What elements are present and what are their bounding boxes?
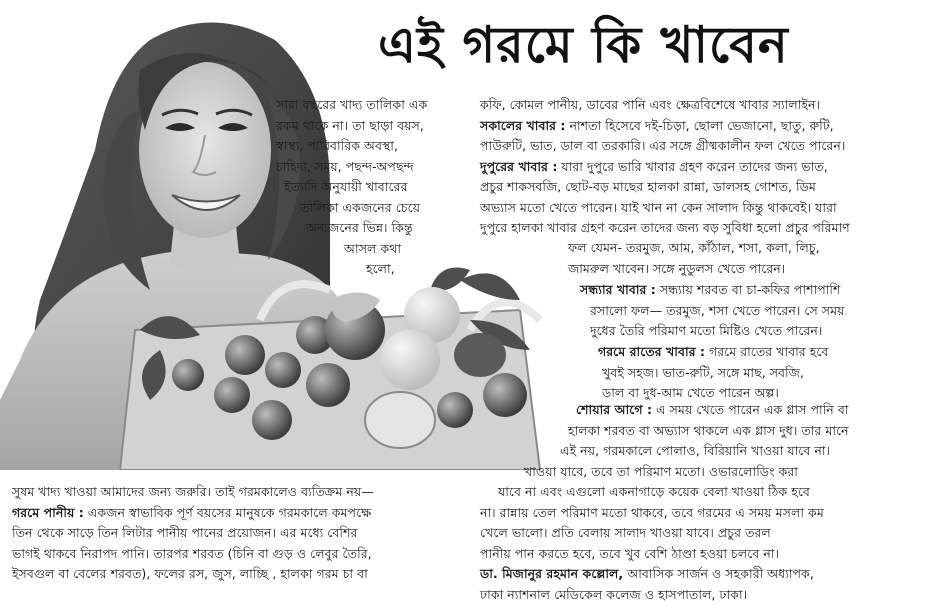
- body-text: যাবে না এবং এগুলো একনাগাড়ে কয়েক বেলা খাওয়া ঠিক হবে: [498, 484, 810, 499]
- text-line: [12, 482, 474, 503]
- text-line: [480, 157, 920, 178]
- body-text: ঢাকা ন্যাশনাল মেডিকেল কলেজ ও হাসপাতাল, ঢাকা।: [480, 587, 747, 602]
- intro-line: রকম থাকে না। তা ছাড়া বয়স,: [262, 116, 472, 137]
- text-line: [480, 421, 920, 442]
- bedtime-paragraph: [480, 400, 920, 605]
- body-text: গরমে রাতের খাবার হবে: [705, 344, 828, 359]
- body-text: তিন থেকে সাড়ে তিন লিটার পানীয় পানের প্রয়োজন। এর মধ্যে বেশির: [12, 525, 357, 540]
- text-line: [580, 321, 920, 342]
- intro-paragraph: [262, 95, 472, 280]
- text-line: [480, 218, 920, 239]
- body-text: রসালো ফল— তরমুজ, শসা খেতে পারেন। সে সময়: [590, 303, 845, 318]
- body-text: হালকা শরবত বা অভ্যাস থাকলে এক গ্লাস দুধ। তার মানে: [568, 423, 849, 438]
- intro-line: হলো,: [262, 259, 472, 280]
- article-headline: এই গরমে কি খাবেন: [378, 8, 918, 82]
- text-line: [480, 116, 920, 137]
- body-text: ইসবগুল বা বেলের শরবত), ফলের রস, জুস, লাচ্ছি , হালকা গরম চা বা: [12, 566, 368, 581]
- body-text: প্রচুর শাকসবজি, ছোট-বড় মাছের হালকা রান্না, ডালসহ গোশত, ডিম: [480, 179, 816, 194]
- text-line: [480, 523, 920, 544]
- body-text: ডাল বা দুধ-আম খেতে পারেন অল্প।: [602, 385, 779, 400]
- intro-line: স্বাস্থ্য, পারিবারিক অবস্থা,: [262, 136, 472, 157]
- text-line: [580, 301, 920, 322]
- body-text: কফি, কোমল পানীয়, ডাবের পানি এবং ক্ষেত্রবিশেষে খাবার স্যালাইন।: [480, 97, 820, 112]
- text-line: [480, 503, 920, 524]
- text-line: [12, 544, 474, 565]
- intro-line: সারা বছরের খাদ্য তালিকা এক: [262, 95, 472, 116]
- body-text: সুষম খাদ্য খাওয়া আমাদের জন্য জরুরি। তাই গরমকালেও ব্যতিক্রম নয়—: [12, 484, 374, 499]
- bottom-left-paragraph: [12, 482, 474, 585]
- body-text: দুপুরে হালকা খাবার গ্রহণ করেন তাদের জন্য বড় সুবিধা হলো প্রচুর পরিমাণ: [480, 220, 850, 235]
- drinks-heading: গরমে পানীয় :: [12, 505, 84, 520]
- text-line: [480, 198, 920, 219]
- fruit-paragraph: [568, 238, 920, 279]
- intro-line: তালিকা একজনের চেয়ে: [262, 198, 472, 219]
- body-text: নাশতা হিসেবে দই-চিড়া, ছোলা ভেজানো, ছাতু, রুটি,: [565, 118, 833, 133]
- author-name: ডা. মিজানুর রহমান কল্লোল,: [480, 566, 623, 581]
- dinner-heading: গরমে রাতের খাবার :: [598, 344, 705, 359]
- text-line: [598, 363, 920, 384]
- body-text: না। রান্নায় তেল পরিমাণ মতো থাকবে, তবে গরমের এ সময় মসলা কম: [480, 505, 824, 520]
- breakfast-heading: সকালের খাবার :: [480, 118, 565, 133]
- body-text: অভ্যাস মতো খেতে পারেন। যাই খান না কেন সালাদ কিন্তু থাকবেই। যারা: [480, 200, 837, 215]
- text-line: [480, 177, 920, 198]
- text-line: [12, 523, 474, 544]
- body-text: পানীয় পান করতে হবে, তবে খুব বেশি ঠাণ্ডা হওয়া চলবে না।: [480, 546, 779, 561]
- text-line: [480, 136, 920, 157]
- author-title: আবাসিক সার্জন ও সহকারী অধ্যাপক,: [623, 566, 814, 581]
- body-text: পাউরুটি, ভাত, ডাল বা তরকারি। এর সঙ্গে গ্রীষ্মকালীন ফল খেতে পারেন।: [480, 138, 845, 153]
- body-text: ভাগই থাকবে নিরাপদ পানি। তারপর শরবত (চিনি বা গুড় ও লেবুর তৈরি,: [12, 546, 372, 561]
- text-line: [480, 441, 920, 462]
- body-text: এ সময় খেতে পারেন এক গ্লাস পানি বা: [652, 402, 848, 417]
- intro-line: ইত্যাদি অনুযায়ী খাবারের: [262, 177, 472, 198]
- intro-line: আসল কথা: [262, 239, 472, 260]
- text-line: ফল যেমন- তরমুজ, আম, কাঁঠাল, শসা, কলা, লিচু,: [568, 238, 920, 259]
- text-line: [12, 503, 474, 524]
- body-text: একজন স্বাভাবিক পূর্ণ বয়সের মানুষকে গরমকালে কমপক্ষে: [84, 505, 372, 520]
- evening-heading: সন্ধ্যার খাবার :: [580, 282, 656, 297]
- text-line: [480, 544, 920, 565]
- text-line: জামরুল খাবেন। সঙ্গে নুডুলস খেতে পারেন।: [568, 259, 920, 280]
- text-line: [480, 462, 920, 483]
- body-text: খেলে ভালো। প্রতি বেলায় সালাদ খাওয়া যাবে। প্রচুর তরল: [480, 525, 771, 540]
- right-top-paragraph: [480, 95, 920, 239]
- body-text: খুবই সহজ। ভাত-রুটি, সঙ্গে মাছ, সবজি,: [602, 365, 804, 380]
- text-line: [580, 280, 920, 301]
- body-text: সন্ধ্যায় শরবত বা চা-কফির পাশাপাশি: [656, 282, 841, 297]
- evening-paragraph: [580, 280, 920, 342]
- text-line: [480, 400, 920, 421]
- author-line: [480, 564, 920, 585]
- text-line: [480, 95, 920, 116]
- night-paragraph: [598, 342, 920, 404]
- body-text: দুধের তৈরি পরিমাণ মতো মিষ্টিও খেতে পারেন।: [590, 323, 822, 338]
- body-text: এই নয়, গরমকালে পোলাও, বিরিয়ানি খাওয়া যাবে না।: [560, 443, 830, 458]
- bedtime-heading: শোয়ার আগে :: [576, 402, 652, 417]
- text-line: [12, 564, 474, 585]
- body-text: যারা দুপুরে ভারি খাবার গ্রহণ করেন তাদের জন্য ভাত,: [557, 159, 827, 174]
- body-text: খাওয়া যাবে, তবে তা পরিমাণ মতো। ওভারলোডিং করা: [524, 464, 798, 479]
- intro-line: অন্যজনের ভিন্ন। কিন্তু: [262, 218, 472, 239]
- text-line: [480, 482, 920, 503]
- text-line: [598, 342, 920, 363]
- lunch-heading: দুপুরের খাবার :: [480, 159, 557, 174]
- intro-line: চাহিদা, সময়, পছন্দ-অপছন্দ: [262, 157, 472, 178]
